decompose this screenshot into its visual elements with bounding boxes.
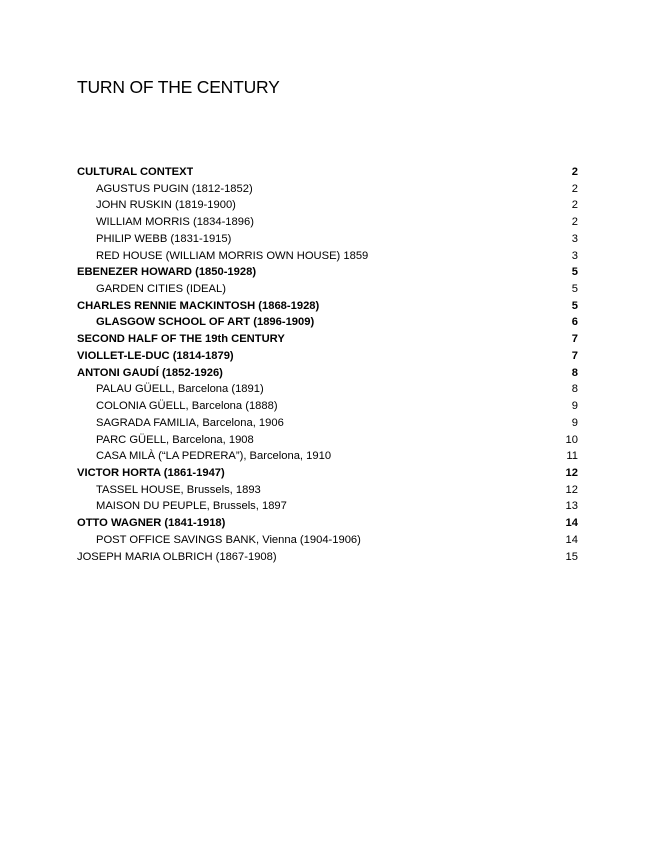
toc-entry[interactable]	[77, 398, 578, 415]
toc-entry[interactable]	[77, 248, 578, 265]
toc-entry-page-number: 14	[565, 533, 578, 546]
toc-entry[interactable]	[77, 515, 578, 532]
toc-entry[interactable]	[77, 181, 578, 198]
toc-entry-label: JOHN RUSKIN (1819-1900)	[96, 199, 236, 212]
toc-entry[interactable]	[77, 532, 578, 549]
toc-entry-page-number: 12	[565, 466, 578, 479]
toc-entry[interactable]	[77, 314, 578, 331]
toc-entry[interactable]	[77, 197, 578, 214]
toc-entry-page-number: 14	[565, 517, 578, 530]
toc-entry[interactable]	[77, 482, 578, 499]
toc-entry-page-number: 5	[571, 283, 578, 296]
toc-entry-page-number: 7	[571, 333, 578, 346]
toc-entry-page-number: 9	[571, 416, 578, 429]
toc-entry[interactable]	[77, 381, 578, 398]
toc-entry-page-number: 2	[571, 166, 578, 178]
toc-entry-label: OTTO WAGNER (1841-1918)	[77, 517, 226, 530]
toc-entry-label: EBENEZER HOWARD (1850-1928)	[77, 266, 257, 279]
toc-entry[interactable]	[77, 164, 578, 181]
toc-entry-page-number: 2	[571, 199, 578, 212]
toc-entry[interactable]	[77, 214, 578, 231]
toc-entry-label: ANTONI GAUDÍ (1852-1926)	[77, 366, 223, 379]
toc-entry[interactable]	[77, 231, 578, 248]
toc-entry-page-number: 7	[571, 349, 578, 362]
toc-entry-page-number: 3	[571, 249, 578, 262]
toc-entry-label: CHARLES RENNIE MACKINTOSH (1868-1928)	[77, 299, 320, 312]
toc-entry-page-number: 8	[571, 366, 578, 379]
toc-entry-label: TASSEL HOUSE, Brussels, 1893	[96, 483, 261, 496]
document-title: TURN OF THE CENTURY	[77, 77, 280, 97]
toc-entry-page-number: 9	[571, 400, 578, 413]
toc-entry-label: CULTURAL CONTEXT	[77, 166, 194, 178]
toc-entry[interactable]	[77, 549, 578, 566]
toc-entry[interactable]	[77, 415, 578, 432]
toc-entry-label: GARDEN CITIES (IDEAL)	[96, 283, 226, 296]
toc-entry-label: AGUSTUS PUGIN (1812-1852)	[96, 182, 253, 195]
toc-entry[interactable]	[77, 298, 578, 315]
toc-entry-label: RED HOUSE (WILLIAM MORRIS OWN HOUSE) 1859	[96, 249, 369, 262]
toc-entry[interactable]	[77, 348, 578, 365]
toc-entry-page-number: 13	[565, 500, 578, 513]
toc-entry-label: CASA MILÀ (“LA PEDRERA”), Barcelona, 1910	[96, 450, 332, 463]
toc-entry-label: WILLIAM MORRIS (1834-1896)	[96, 216, 254, 229]
toc-entry-label: COLONIA GÜELL, Barcelona (1888)	[96, 400, 278, 413]
toc-entry-page-number: 3	[571, 232, 578, 245]
toc-entry[interactable]	[77, 365, 578, 382]
toc-entry-page-number: 15	[565, 550, 578, 563]
toc-entry-page-number: 12	[565, 483, 578, 496]
toc-entry-page-number: 10	[565, 433, 578, 446]
toc-entry-page-number: 5	[571, 299, 578, 312]
toc-entry-label: PARC GÜELL, Barcelona, 1908	[96, 433, 254, 446]
toc-entry-label: JOSEPH MARIA OLBRICH (1867-1908)	[77, 550, 277, 563]
toc-entry[interactable]	[77, 465, 578, 482]
toc-entry-label: SECOND HALF OF THE 19th CENTURY	[77, 333, 285, 346]
toc-entry-page-number: 5	[571, 266, 578, 279]
toc-entry-label: VIOLLET-LE-DUC (1814-1879)	[77, 349, 234, 362]
toc-entry-label: VICTOR HORTA (1861-1947)	[77, 466, 225, 479]
toc-entry[interactable]	[77, 281, 578, 298]
toc-entry-label: PHILIP WEBB (1831-1915)	[96, 232, 232, 245]
toc-entry-label: SAGRADA FAMILIA, Barcelona, 1906	[96, 416, 284, 429]
toc-entry-page-number: 2	[571, 182, 578, 195]
toc-entry-page-number: 11	[566, 450, 578, 463]
toc-entry-page-number: 6	[571, 316, 578, 329]
table-of-contents	[77, 164, 578, 565]
toc-entry-label: PALAU GÜELL, Barcelona (1891)	[96, 383, 264, 396]
toc-entry[interactable]	[77, 264, 578, 281]
toc-entry-page-number: 2	[571, 216, 578, 229]
toc-entry[interactable]	[77, 331, 578, 348]
toc-entry-label: MAISON DU PEUPLE, Brussels, 1897	[96, 500, 287, 513]
toc-entry-label: GLASGOW SCHOOL OF ART (1896-1909)	[96, 316, 315, 329]
toc-entry[interactable]	[77, 432, 578, 449]
toc-entry[interactable]	[77, 448, 578, 465]
toc-entry-label: POST OFFICE SAVINGS BANK, Vienna (1904-1906)	[96, 533, 361, 546]
toc-entry[interactable]	[77, 498, 578, 515]
toc-entry-page-number: 8	[571, 383, 578, 396]
